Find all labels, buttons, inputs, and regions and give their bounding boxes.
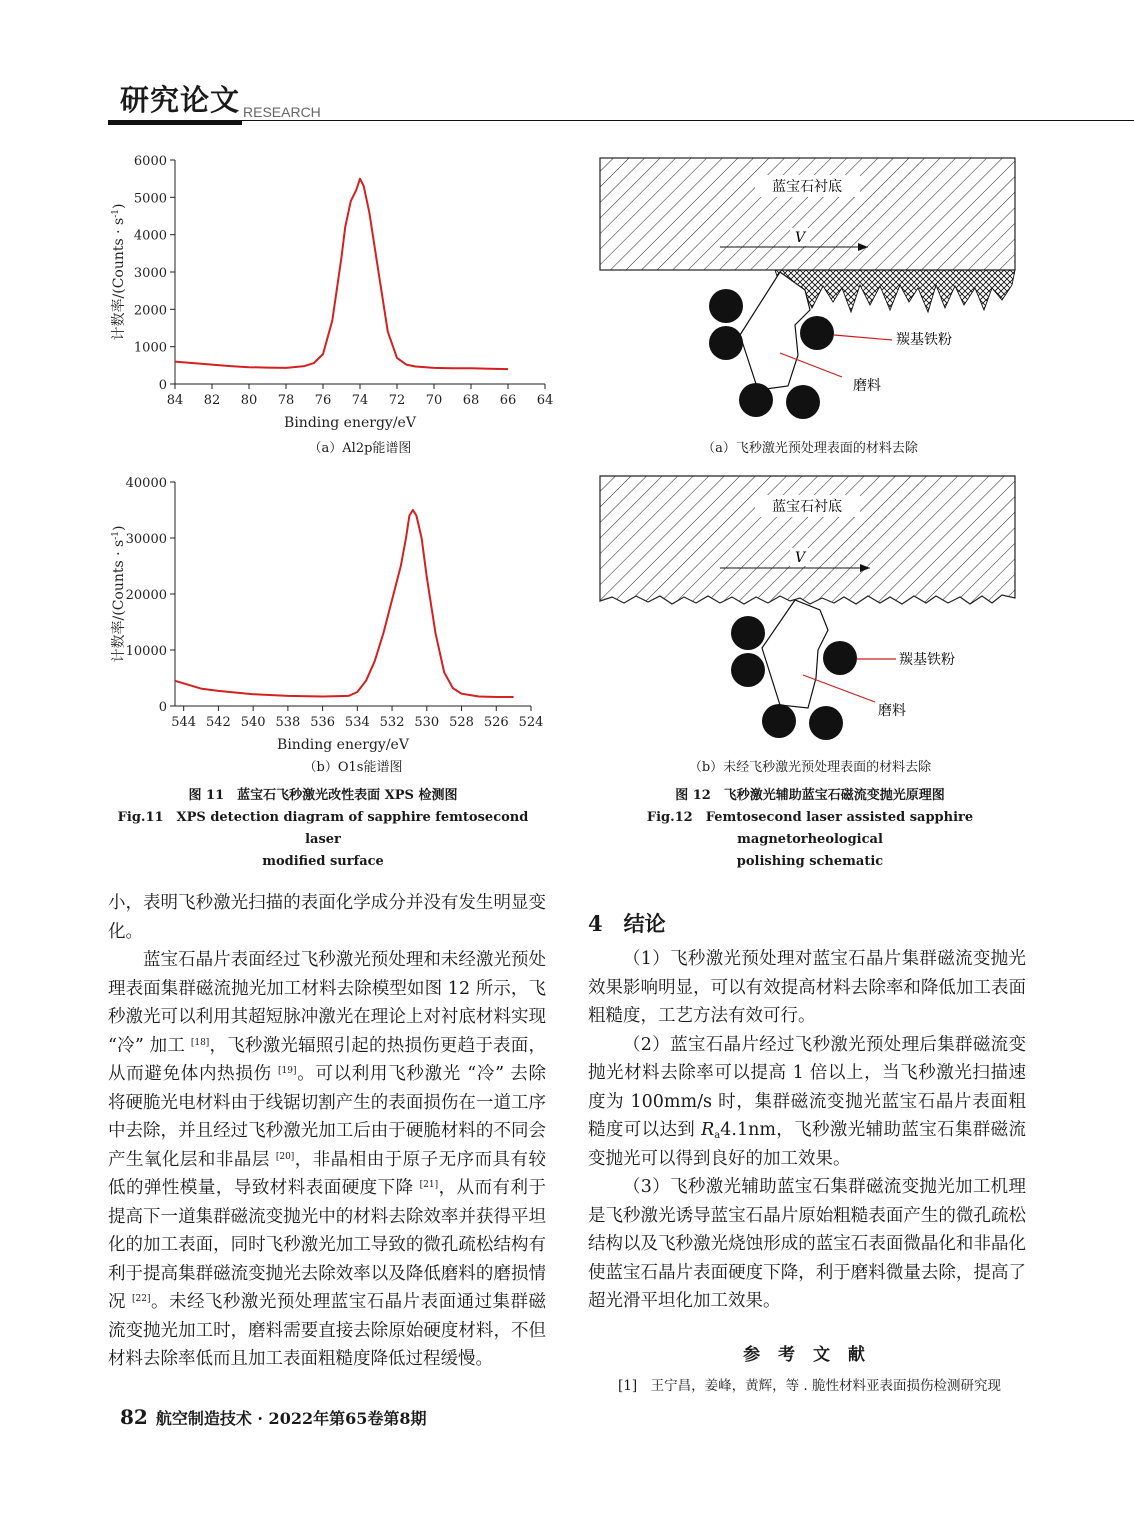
y-tick-label: 2000 (133, 303, 167, 319)
citation: [20] (275, 1151, 295, 1162)
x-tick-label: 74 (351, 393, 369, 408)
x-tick-label: 526 (483, 715, 509, 730)
left-column-text (108, 889, 546, 1374)
carbonyl-iron-particle (800, 316, 834, 350)
y-tick-label: 0 (158, 700, 167, 715)
fig12-caption: 图 12 飞秒激光辅助蓝宝石磁流变抛光原理图 Fig.12 Femtosecond laser assisted sapphire magnetorheological polishing schematic (646, 788, 974, 869)
paragraph: （1）飞秒激光预处理对蓝宝石晶片集群磁流变抛光效果影响明显，可以有效提高材料去除率和降低加工表面粗糙度，工艺方法有效可行。 (588, 949, 1026, 1026)
x-tick-label: 64 (536, 393, 554, 408)
citation: [22] (132, 1294, 151, 1304)
header-rule-thick (108, 120, 242, 125)
x-tick-label: 540 (240, 715, 266, 730)
y-tick-label: 20000 (125, 588, 167, 603)
y-tick-label: 3000 (133, 266, 167, 281)
spectrum-line (175, 179, 508, 369)
carbonyl-iron-particle (786, 385, 820, 419)
citation: [19] (278, 1066, 297, 1076)
sapphire-substrate-a (600, 158, 1015, 270)
fig11-caption: 图 11 蓝宝石飞秒激光改性表面 XPS 检测图 Fig.11 XPS detection diagram of sapphire femtosecond laser modified surface (117, 788, 529, 869)
references-title: 参 考 文 献 (743, 1345, 871, 1365)
section-title-conclusion: 4 结论 (588, 911, 666, 936)
x-tick-label: 538 (275, 715, 301, 730)
carbonyl-iron-particle (739, 383, 773, 417)
header-rule-thin (242, 120, 1134, 121)
paragraph: 蓝宝石晶片表面经过飞秒激光预处理和未经激光预处理表面集群磁流抛光加工材料去除模型如图 12 所示，飞秒激光可以利用其超短脉冲激光在理论上对衬底材料实现 “冷” 加工 [18]，飞秒激光辐照引起的热损伤更趋于表面，从而避免体内热损伤 [19]。可以利用飞秒激光 “冷” 去除将硬脆光电材料由于线锯切割产生的表面损伤在一道工序中去除，并且经过飞秒激光加工后由于硬脆材料的不同会产生氧化层和非晶层 [20]，非晶相由于原子无序而具有较低的弹性模量，导致材料表面硬度下降 [21]，从而有利于提高下一道集群磁流变抛光中的材料去除效率并获得平坦化的加工表面，同时飞秒激光加工导致的微孔疏松结构有利于提高集群磁流变抛光去除效率以及降低磨料的磨损情况 [22]。未经飞秒激光预处理蓝宝石晶片表面通过集群磁流变抛光加工时，磨料需要直接去除原始硬度材料，不但材料去除率低而且加工表面粗糙度降低过程缓慢。 (108, 950, 547, 1369)
abrasive-particle-b (762, 600, 828, 708)
x-tick-label: 536 (310, 715, 336, 730)
velocity-label-b: V (794, 550, 806, 566)
x-tick-label: 78 (277, 393, 295, 408)
abrasive-particle-a (740, 272, 810, 390)
x-tick-label: 66 (499, 393, 517, 408)
paragraph: （2）蓝宝石晶片经过飞秒激光预处理后集群磁流变抛光材料去除率可以提高 1 倍以上，当飞秒激光扫描速度为 100mm/s 时，集群磁流变抛光蓝宝石晶片表面粗糙度可以达到 $R_a4.1nm$，飞秒激光辅助蓝宝石集群磁流变抛光可以得到良好的加工效果。 (588, 1034, 1026, 1169)
damaged-layer-a (775, 270, 1015, 312)
carbonyl-iron-particle (709, 326, 743, 360)
xps-chart-al2p (100, 148, 570, 433)
xps-chart-o1s (100, 470, 570, 755)
x-tick-label: 72 (388, 393, 406, 408)
mrf-diagram-a (590, 150, 1030, 430)
citation: [18] (190, 1037, 210, 1048)
carbonyl-iron-particle (809, 706, 843, 740)
page-number: 82 (120, 1405, 148, 1429)
carbonyl-iron-particle (762, 704, 796, 738)
x-tick-label: 530 (414, 715, 440, 730)
x-tick-label: 532 (379, 715, 405, 730)
abrasive-label-a: 磨料 (853, 378, 881, 394)
y-tick-label: 4000 (133, 228, 167, 244)
x-tick-label: 76 (314, 393, 332, 408)
paragraph: 小，表明飞秒激光扫描的表面化学成分并没有发生明显变化。 (108, 893, 546, 942)
y-tick-label: 30000 (125, 532, 167, 547)
velocity-label-a: V (794, 230, 806, 246)
x-tick-label: 544 (171, 715, 197, 730)
diagram-b-caption: （b）未经飞秒激光预处理表面的材料去除 (688, 760, 932, 775)
y-axis-label: 计数率/(Counts · $s^{-1}$) (111, 525, 127, 663)
y-tick-label: 10000 (125, 644, 167, 659)
section-header-subtitle: RESEARCH (243, 104, 321, 120)
x-tick-label: 534 (344, 715, 370, 730)
y-tick-label: 5000 (133, 191, 167, 207)
x-tick-label: 524 (518, 715, 544, 730)
diagram-a-caption: （a）飞秒激光预处理表面的材料去除 (702, 441, 918, 456)
carbonyl-iron-particle (709, 289, 743, 323)
citation: [21] (419, 1180, 439, 1190)
x-tick-label: 528 (449, 715, 474, 730)
substrate-label-a: 蓝宝石衬底 (772, 179, 842, 195)
mrf-diagram-b (590, 470, 1030, 750)
section-header-title: 研究论文 (120, 83, 241, 117)
page-footer (120, 1405, 427, 1429)
y-axis-label: 计数率/(Counts · $s^{-1}$) (111, 203, 127, 341)
chart-b-caption: （b）O1s能谱图 (303, 760, 403, 775)
x-tick-label: 80 (240, 393, 258, 408)
paragraph: （3）飞秒激光辅助蓝宝石集群磁流变抛光加工机理是飞秒激光诱导蓝宝石晶片原始粗糙表面产生的微孔疏松结构以及飞秒激光烧蚀形成的蓝宝石表面微晶化和非晶化使蓝宝石晶片表面硬度下降，利于磨料微量去除，提高了超光滑平坦化加工效果。 (588, 1177, 1026, 1311)
x-axis-label: Binding energy/eV (284, 415, 416, 431)
y-tick-label: 40000 (125, 476, 167, 491)
journal-info: 航空制造技术 · 2022年第65卷第8期 (155, 1409, 427, 1428)
reference-item: [1] 王宁昌，姜峰，黄辉，等 . 脆性材料亚表面损伤检测研究现 (618, 1378, 1001, 1394)
x-axis-label: Binding energy/eV (277, 737, 409, 753)
y-tick-label: 0 (158, 378, 167, 393)
carbonyl-iron-particle (823, 641, 857, 675)
spectrum-line (175, 510, 514, 697)
abrasive-label-b: 磨料 (878, 703, 906, 719)
powder-label-b: 羰基铁粉 (899, 652, 955, 668)
x-tick-label: 542 (206, 715, 231, 730)
powder-label-a: 羰基铁粉 (896, 332, 952, 348)
x-tick-label: 84 (166, 393, 184, 408)
carbonyl-iron-particle (731, 653, 765, 687)
carbonyl-iron-particle (731, 616, 765, 650)
x-tick-label: 68 (462, 393, 480, 408)
y-tick-label: 6000 (133, 154, 167, 169)
y-tick-label: 1000 (133, 340, 167, 356)
conclusion-text (588, 945, 1026, 1316)
chart-a-caption: （a）Al2p能谱图 (308, 441, 412, 456)
substrate-label-b: 蓝宝石衬底 (772, 499, 842, 515)
x-tick-label: 70 (425, 393, 443, 408)
x-tick-label: 82 (203, 393, 221, 408)
